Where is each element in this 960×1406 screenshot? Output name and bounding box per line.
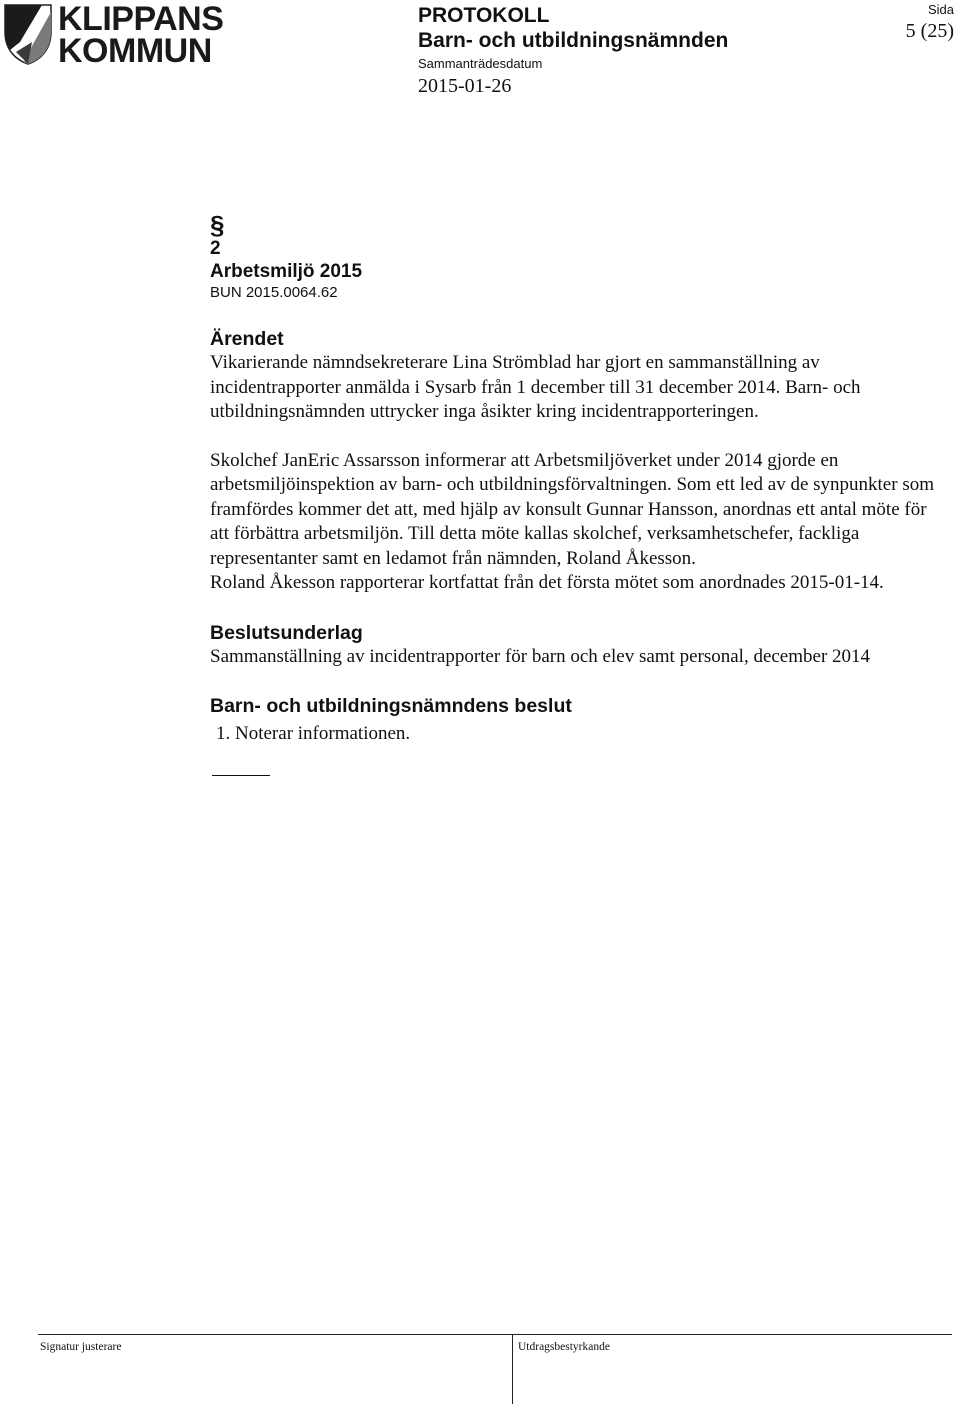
page-info [906, 2, 954, 44]
coat-of-arms-icon [2, 2, 54, 66]
section-number: 2 [210, 238, 221, 259]
logo-text-line1: KLIPPANS [58, 0, 224, 38]
arendet-paragraph-1: Vikarierande nämndsekreterare Lina Strömblad har gjort en sammanställning av incidentrapporter anmälda i Sysarb från 1 december till 31 december 2014. Barn- och utbildningsnämnden uttrycker inga åsikter kring incidentrapporteringen. [210, 352, 861, 422]
beslutsunderlag-text: Sammanställning av incidentrapporter för barn och elev samt personal, december 2014 [210, 645, 871, 667]
extract-certification-label: Utdragsbestyrkande [518, 1341, 610, 1353]
decision-item-1: 1. Noterar informationen. [216, 723, 411, 744]
page-label: Sida [927, 2, 954, 17]
item-reference: BUN 2015.0064.62 [210, 284, 338, 301]
arendet-paragraph-3: Roland Åkesson rapporterar kortfattat från det första mötet som anordnades 2015-01-14. [210, 572, 884, 593]
signature-label: Signatur justerare [40, 1341, 122, 1353]
logo-text-line2: KOMMUN [58, 32, 212, 70]
section-marker [210, 206, 945, 238]
footer-column-divider [512, 1334, 513, 1404]
protocol-item [210, 206, 945, 776]
beslut-heading: Barn- och utbildningsnämndens beslut [210, 695, 572, 717]
meeting-date: 2015-01-26 [418, 75, 512, 97]
footer-divider [38, 1334, 952, 1335]
section-symbol: § [210, 210, 225, 240]
arendet-heading: Ärendet [210, 328, 284, 350]
beslutsunderlag-heading: Beslutsunderlag [210, 621, 363, 644]
committee-name: Barn- och utbildningsnämnden [418, 29, 729, 52]
municipality-logo [2, 0, 224, 70]
document-type: PROTOKOLL [418, 4, 550, 27]
page-number: 5 (25) [905, 20, 954, 42]
arendet-paragraph-2: Skolchef JanEric Assarsson informerar att Arbetsmiljöverket under 2014 gjorde en arbetsmiljöinspektion av barn- och utbildningsförvaltningen. Som ett led av de synpunkter som framfördes kommer det att, med hjälp av konsult Gunnar Hansson, anordnas ett antal möte för att förbättra arbetsmiljön. Till detta möte kallas skolchef, verksamhetschefer, fackliga representanter samt en ledamot från nämnden, Roland Åkesson. [210, 449, 934, 569]
header-info [418, 3, 778, 98]
item-title: Arbetsmiljö 2015 [210, 261, 363, 282]
end-divider [212, 775, 270, 776]
meeting-date-label: Sammanträdesdatum [418, 56, 543, 71]
